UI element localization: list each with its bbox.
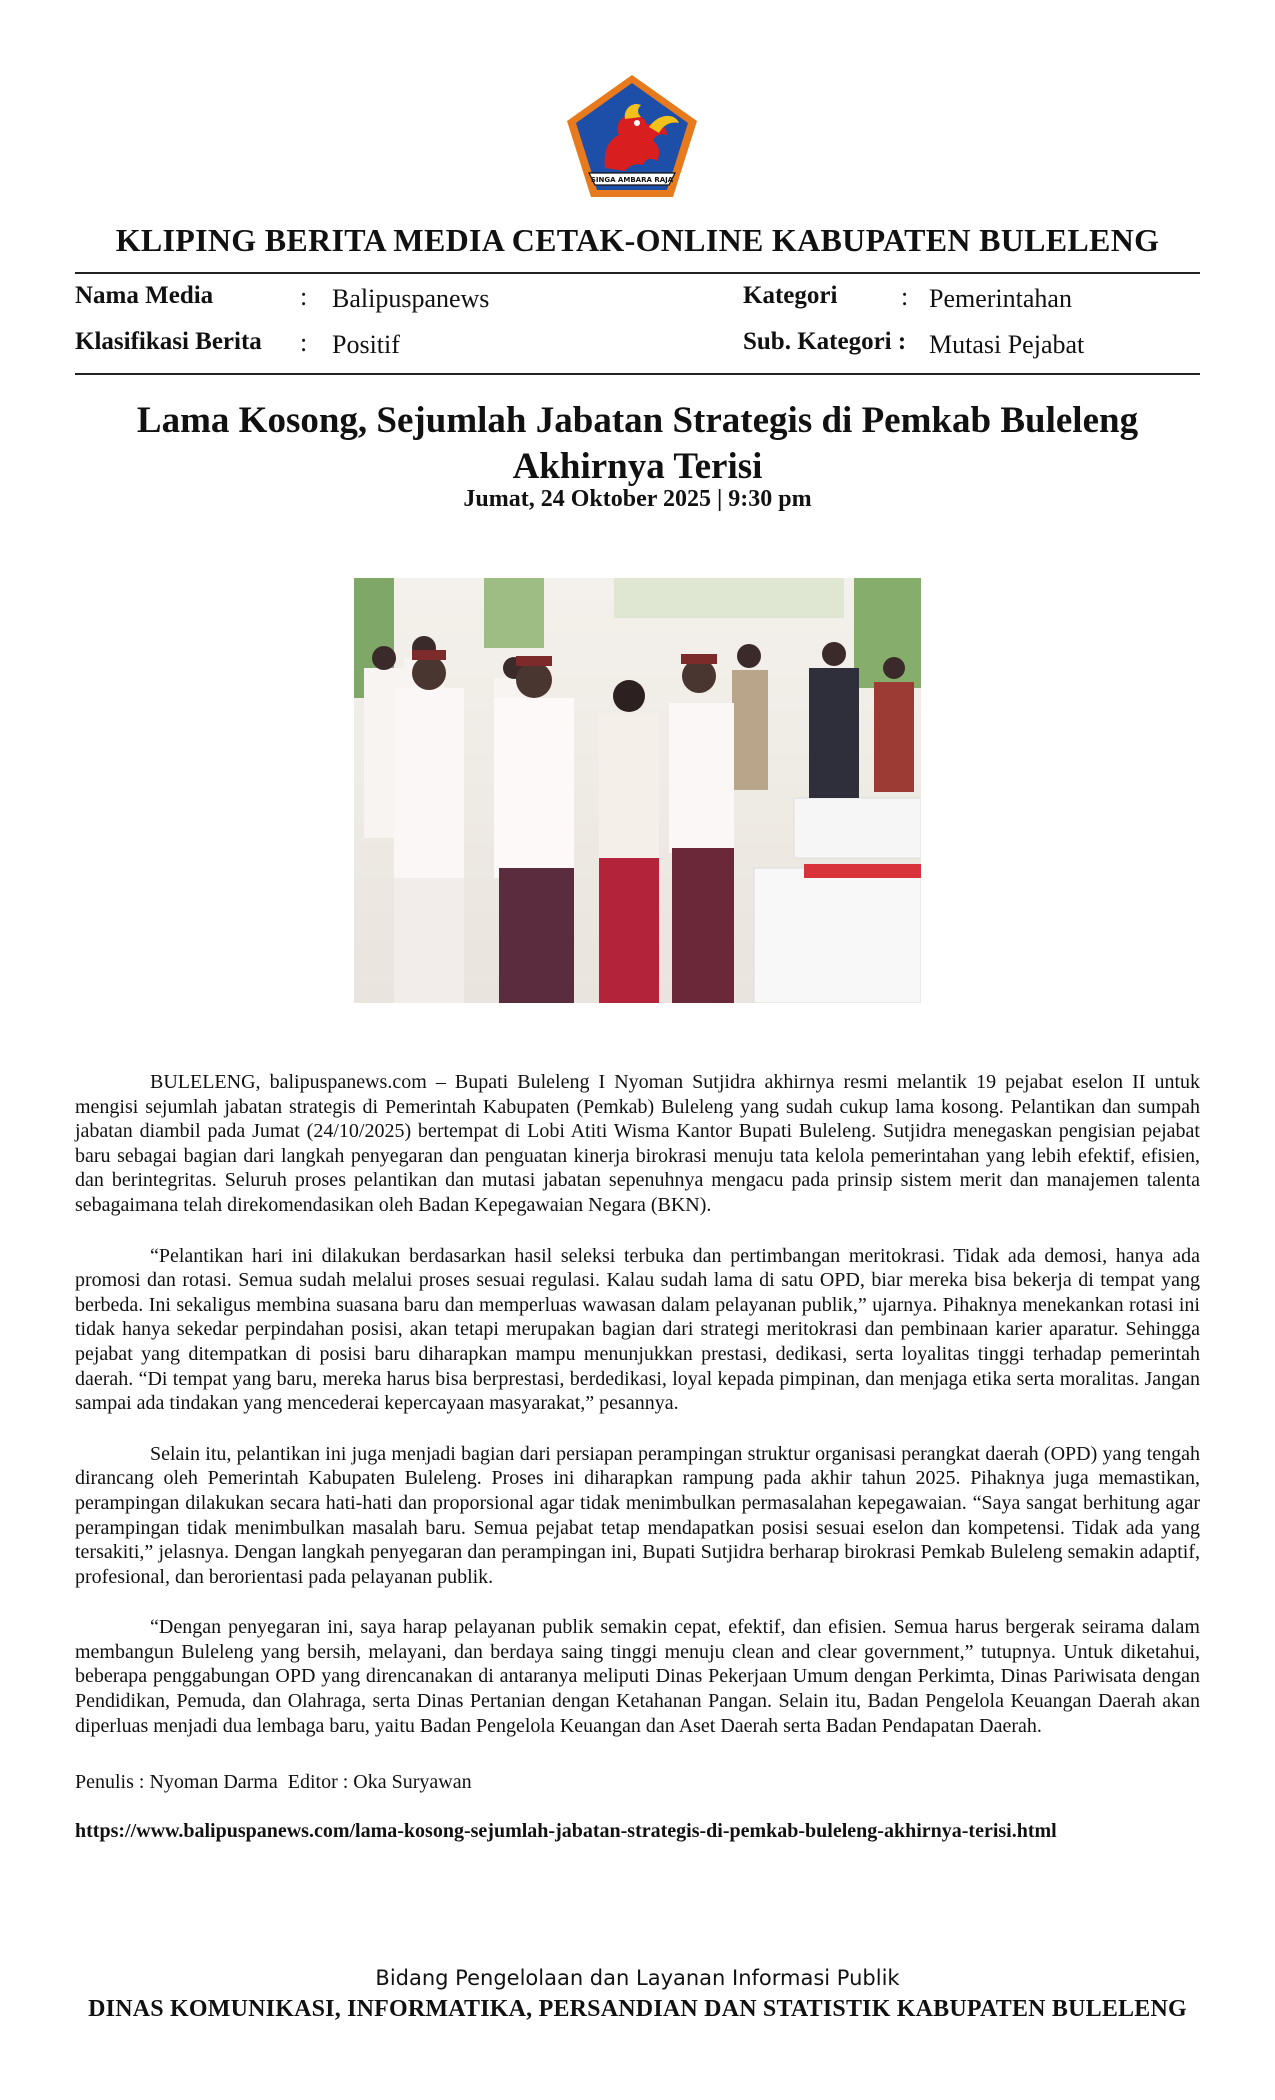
- article-paragraph-1: BULELENG, balipuspanews.com – Bupati Buleleng I Nyoman Sutjidra akhirnya resmi melantik 19 pejabat eselon II untuk mengisi sejumlah jabatan strategis di Pemerintah Kabupaten (Pemkab) Buleleng yang sudah cukup lama kosong. Pelantikan dan sumpah jabatan diambil pada Jumat (24/10/2025) bertempat di Lobi Atiti Wisma Kantor Bupati Buleleng. Sutjidra menegaskan pengisian pejabat baru sebagai bagian dari langkah penyegaran dan penguatan kinerja birokrasi menuju tata kelola pemerintahan yang lebih efektif, efisien, dan berintegritas. Seluruh proses pelantikan dan mutasi jabatan sepenuhnya mengacu pada prinsip sistem merit dan manajemen talenta sebagaimana telah direkomendasikan oleh Badan Kepegawaian Negara (BKN).: [75, 1071, 1200, 1216]
- article-paragraph-3: Selain itu, pelantikan ini juga menjadi bagian dari persiapan perampingan struktur organisasi perangkat daerah (OPD) yang tengah dirancang oleh Pemerintah Kabupaten Buleleng. Proses ini diharapkan rampung pada akhir tahun 2025. Pihaknya juga memastikan, perampingan dilakukan secara hati-hati dan proporsional agar tidak menimbulkan permasalahan kepegawaian. “Saya sangat berhitung agar perampingan tidak menimbulkan masalah baru. Semua pejabat tetap mendapatkan posisi sesuai eselon dan kompetensi. Tidak ada yang tersakiti,” jelasnya. Dengan langkah penyegaran dan perampingan ini, Bupati Sutjidra berharap birokrasi Pemkab Buleleng semakin adaptif, profesional, dan berorientasi pada pelayanan publik.: [75, 1442, 1200, 1588]
- headline-line-2: Akhirnya Terisi: [512, 446, 763, 487]
- article-paragraph-2: “Pelantikan hari ini dilakukan berdasarkan hasil seleksi terbuka dan pertimbangan meritokrasi. Tidak ada demosi, hanya ada promosi dan rotasi. Semua sudah melalui proses sesuai regulasi. Kalau sudah lama di satu OPD, biar mereka bisa bekerja di tempat yang berbeda. Ini sekaligus membina suasana baru dan memperluas wawasan dalam pelayanan publik,” ujarnya. Pihaknya menekankan rotasi ini tidak hanya sekedar perpindahan posisi, akan tetapi merupakan bagian dari strategi meritokrasi dan pembinaan karier aparatur. Sehingga pejabat yang ditempatkan di posisi baru diharapkan mampu menunjukkan prestasi, dedikasi, serta loyalitas tinggi terhadap pemerintah daerah. “Di tempat yang baru, mereka harus bisa berprestasi, berdedikasi, loyal kepada pimpinan, dan menjaga etika serta moralitas. Jangan sampai ada tindakan yang mencederai kepercayaan masyarakat,” pesannya.: [75, 1244, 1200, 1415]
- headline-line-1: Lama Kosong, Sejumlah Jabatan Strategis di Pemkab Buleleng: [136, 400, 1139, 441]
- nama-media-label: Nama Media: [75, 282, 214, 309]
- kategori-colon: :: [901, 282, 909, 311]
- nama-media-value: Balipuspanews: [332, 284, 490, 313]
- sub-kategori-label: Sub. Kategori :: [743, 328, 907, 355]
- article-photo: [354, 578, 921, 1003]
- article-headline: [120, 398, 1155, 490]
- kategori-label: Kategori: [743, 282, 838, 309]
- klasifikasi-colon: :: [300, 328, 308, 357]
- klasifikasi-value: Positif: [332, 330, 400, 359]
- article-dateline: Jumat, 24 Oktober 2025 | 9:30 pm: [463, 486, 812, 512]
- klasifikasi-label: Klasifikasi Berita: [75, 328, 262, 355]
- article-body: [75, 1070, 1200, 1764]
- header-bottom-rule: [75, 373, 1200, 375]
- nama-media-colon: :: [300, 282, 308, 311]
- article-paragraph-4: “Dengan penyegaran ini, saya harap pelayanan publik semakin cepat, efektif, dan efisien. Semua harus bergerak seirama dalam membangun Buleleng yang bersih, melayani, dan berdaya saing tinggi menuju clean and clear government,” tutupnya. Untuk diketahui, beberapa penggabungan OPD yang direncanakan di antaranya meliputi Dinas Pekerjaan Umum dengan Perkimta, Dinas Pariwisata dengan Pendidikan, Pemuda, dan Olahraga, serta Dinas Pertanian dengan Ketahanan Pangan. Selain itu, Badan Pengelola Keuangan Daerah akan diperluas menjadi dua lembaga baru, yaitu Badan Pengelola Keuangan dan Aset Daerah serta Badan Pendapatan Daerah.: [75, 1616, 1200, 1737]
- regency-emblem-logo: [563, 73, 701, 201]
- sub-kategori-value: Mutasi Pejabat: [929, 330, 1085, 359]
- header-top-rule: [75, 272, 1200, 274]
- footer-agency: DINAS KOMUNIKASI, INFORMATIKA, PERSANDIAN DAN STATISTIK KABUPATEN BULELENG: [88, 1996, 1187, 2022]
- kategori-value: Pemerintahan: [929, 284, 1072, 313]
- meta-right: [743, 282, 1200, 372]
- emblem-motto: SINGA AMBARA RAJA: [590, 176, 674, 184]
- footer-division: Bidang Pengelolaan dan Layanan Informasi Publik: [375, 1966, 900, 1990]
- document-header-title: KLIPING BERITA MEDIA CETAK-ONLINE KABUPATEN BULELENG: [115, 222, 1160, 258]
- meta-left: [75, 282, 635, 372]
- article-source-link[interactable]: https://www.balipuspanews.com/lama-kosong-sejumlah-jabatan-strategis-di-pemkab-buleleng-akhirnya-terisi.html: [75, 1820, 1057, 1842]
- article-credit: Penulis : Nyoman Darma Editor : Oka Suryawan: [75, 1771, 472, 1793]
